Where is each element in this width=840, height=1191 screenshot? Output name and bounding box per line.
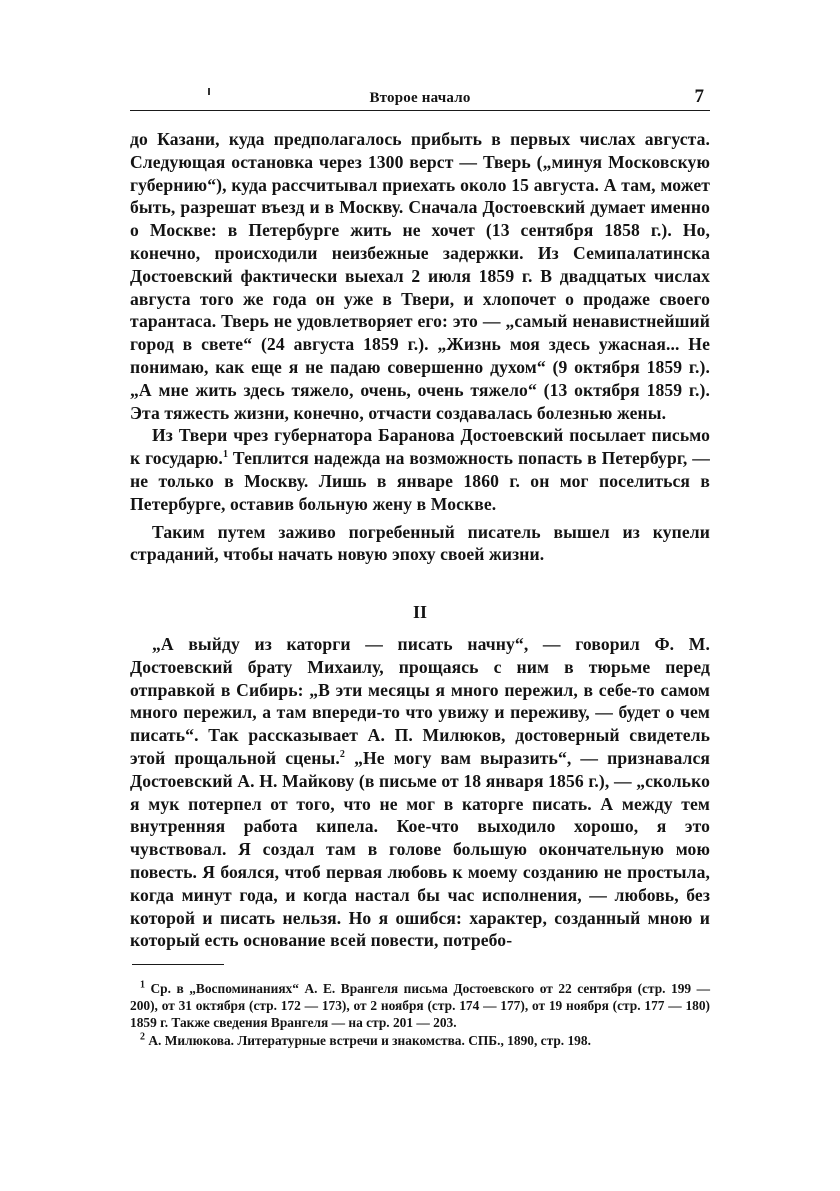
running-header	[130, 86, 710, 111]
paragraph-1: до Казани, куда предполагалось прибыть в первых числах августа. Следующая остановка через 1300 верст — Тверь („минуя Московскую губернию“), куда рассчитывал приехать около 15 августа. А там, может быть, разрешат въезд и в Москву. Сначала Достоевский думает именно о Москве: в Петербурге жить не хочет (13 сентября 1858 г.). Но, конечно, происходили неизбежные задержки. Из Семипалатинска Достоевский фактически выехал 2 июля 1859 г. В двадцатых числах августа того же года он уже в Твери, и хлопочет о продаже своего тарантаса. Тверь не удовлетворяет его: это — „самый ненавистнейший город в свете“ (24 августа 1859 г.). „Жизнь моя здесь ужасная... Не понимаю, как еще я не падаю совершенно духом“ (9 октября 1859 г.). „А мне жить здесь тяжело, очень, очень тяжело“ (13 октября 1859 г.). Эта тяжесть жизни, конечно, отчасти создавалась болезнью жены.	[130, 129, 710, 423]
paragraph-2-start: Из Твери чрез губернатора Баранова Достоевский посылает письмо к государю.	[130, 425, 710, 469]
section-heading: II	[412, 602, 427, 622]
footnotes	[130, 980, 710, 1049]
paragraph-4-start: „А выйду из каторги — писать начну“, — говорил Ф. М. Достоевский брату Михаилу, прощаясь с ним в тюрьме перед отправкой в Сибирь: „В эти месяцы я много пережил, в себе-то самом много пережил, а там впереди-то что увижу и переживу, — будет о чем писать“. Так рассказывает А. П. Милюков, достоверный свидетель этой прощальной сцены.	[130, 634, 710, 768]
footnote-divider	[132, 964, 224, 965]
text-block-part2	[130, 633, 710, 952]
footnote-1-text: Ср. в „Воспоминаниях“ А. Е. Врангеля письма Достоевского от 22 сентября (стр. 199 — 200), от 31 октября (стр. 172 — 173), от 2 ноября (стр. 174 — 177), от 19 ноября (стр. 177 — 180) 1859 г. Также сведения Врангеля — на стр. 201 — 203.	[130, 981, 710, 1031]
paragraph-2-end: Теплится надежда на возможность попасть в Петербург, — не только в Москву. Лишь в январе 1860 г. он мог поселиться в Петербурге, оставив больную жену в Москве.	[130, 448, 710, 514]
text-block-part1	[130, 128, 710, 566]
paragraph-2	[130, 424, 710, 515]
footnote-1	[130, 980, 710, 1032]
paragraph-3: Таким путем заживо погребенный писатель вышел из купели страданий, чтобы начать новую эпоху своей жизни.	[130, 521, 710, 565]
paragraph-4-end: „Не могу вам выразить“, — признавался Достоевский А. Н. Майкову (в письме от 18 января 1856 г.), — „сколько я мук потерпел от того, что не мог в каторге писать. А между тем внутренняя работа кипела. Кое-что выходило хорошо, я это чувствовал. Я создал там в голове большую окончательную мою повесть. Я боялся, чтоб первая любовь к моему созданию не простыла, когда минут года, и когда настал бы час исполнения, — любовь, без которой и писать нельзя. Но я ошибся: характер, созданный мною и который есть основание всей повести, потребо-	[130, 747, 710, 951]
running-title: Второе начало	[369, 90, 471, 106]
footnote-ref-2: 2	[339, 749, 345, 761]
footnote-2-mark: 2	[140, 1031, 145, 1043]
page-number: 7	[694, 86, 704, 107]
paragraph-4	[130, 633, 710, 952]
footnote-2	[130, 1032, 710, 1049]
footnote-ref-1: 1	[222, 449, 229, 461]
footnote-1-mark: 1	[140, 979, 145, 991]
footnote-2-text: А. Милюкова. Литературные встречи и знакомства. СПБ., 1890, стр. 198.	[145, 1032, 591, 1048]
